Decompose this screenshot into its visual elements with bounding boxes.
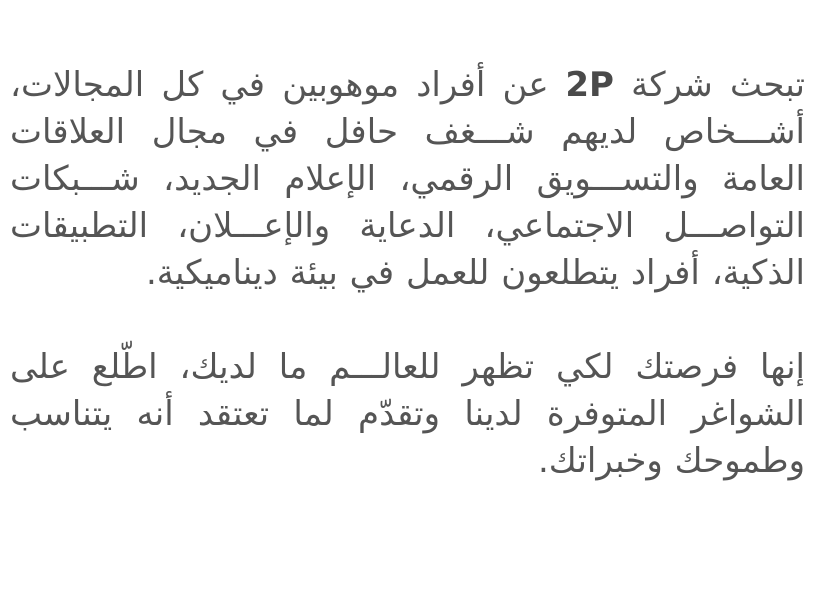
intro-text-after-brand: عن أفراد موهوبين في كل المجالات، أشـــخاص لديهم شـــغف حافل في مجال العلاقات العامة والتســـويق الرقمي، الإعلام الجديد، شـــبكات التواصـــل الاجتماعي، الدعاية والإعـــلان، التطبيقات الذكية، أفراد يتطلعون للعمل في بيئة ديناميكية. bbox=[10, 65, 805, 293]
call-to-action-paragraph: إنها فرصتك لكي تظهر للعالـــم ما لديك، اطّلع على الشواغر المتوفرة لدينا وتقدّم لما تعتقد أنه يتناسب وطموحك وخبراتك. bbox=[10, 347, 805, 481]
intro-text-before-brand: تبحث شركة bbox=[613, 65, 805, 105]
intro-paragraph bbox=[10, 62, 805, 297]
brand-name: 2P bbox=[565, 65, 614, 105]
